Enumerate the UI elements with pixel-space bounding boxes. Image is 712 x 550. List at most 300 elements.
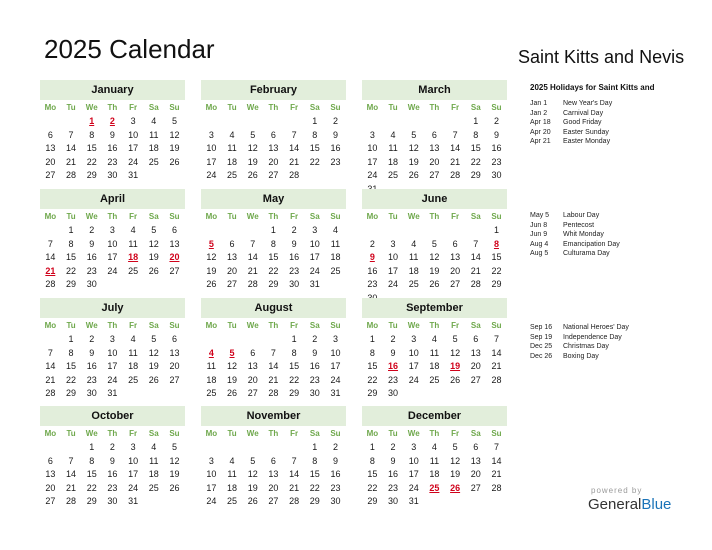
month-january xyxy=(40,80,185,183)
day-cell: 18 xyxy=(227,156,238,167)
day-cell: 26 xyxy=(148,265,159,276)
day-cell: 5 xyxy=(151,225,157,235)
day-cell: 18 xyxy=(429,361,440,371)
day-cell: 28 xyxy=(247,279,258,289)
day-cell xyxy=(424,387,445,401)
weekday-header xyxy=(362,318,507,333)
day-cell: 16 xyxy=(388,361,399,371)
day-cell: 6 xyxy=(171,334,177,344)
week-row xyxy=(362,495,507,509)
day-cell xyxy=(445,387,466,401)
day-cell: 29 xyxy=(470,170,481,180)
weekday-label: Th xyxy=(107,429,118,438)
weekday-label: Mo xyxy=(205,321,218,330)
day-cell: 18 xyxy=(206,374,217,385)
day-cell xyxy=(263,115,284,129)
week-row xyxy=(362,115,507,129)
day-cell: 26 xyxy=(169,482,180,493)
weekday-label: We xyxy=(246,212,259,221)
day-cell: 19 xyxy=(169,143,180,153)
day-cell: 18 xyxy=(148,469,159,479)
week-row xyxy=(40,387,185,401)
day-cell xyxy=(143,278,164,292)
day-cell: 5 xyxy=(250,129,256,140)
day-cell: 1 xyxy=(312,116,318,126)
weekday-label: Sa xyxy=(309,321,320,330)
holiday-date: Jan 2 xyxy=(530,109,548,117)
day-cell: 28 xyxy=(268,388,279,398)
day-cell: 2 xyxy=(369,238,375,249)
day-cell: 19 xyxy=(169,469,180,479)
week-row xyxy=(201,115,346,129)
day-cell: 13 xyxy=(247,361,258,371)
day-cell: 9 xyxy=(109,455,115,466)
weekday-label: Sa xyxy=(470,103,481,112)
day-cell: 14 xyxy=(470,252,481,262)
day-cell xyxy=(242,441,263,455)
day-cell: 17 xyxy=(367,156,378,167)
day-cell: 14 xyxy=(491,347,502,358)
weekday-label: Sa xyxy=(309,212,320,221)
day-cell: 24 xyxy=(408,482,419,493)
day-cell: 4 xyxy=(229,129,235,140)
weekday-label: Sa xyxy=(148,103,159,112)
day-cell: 2 xyxy=(332,442,338,452)
day-cell: 9 xyxy=(332,455,338,466)
day-cell: 24 xyxy=(128,482,139,493)
month-april xyxy=(40,189,185,292)
day-cell: 17 xyxy=(206,482,217,493)
day-cell: 20 xyxy=(247,374,258,385)
week-row xyxy=(40,115,185,129)
day-cell: 9 xyxy=(369,252,375,262)
holidays-title: 2025 Holidays for Saint Kitts and xyxy=(530,83,655,92)
weekday-label: We xyxy=(246,429,259,438)
day-cell: 14 xyxy=(289,143,300,153)
day-cell: 6 xyxy=(270,455,276,466)
day-cell: 15 xyxy=(66,252,77,262)
weekday-label: We xyxy=(85,429,98,438)
day-cell: 1 xyxy=(369,334,375,344)
day-cell: 28 xyxy=(66,496,77,506)
day-cell: 7 xyxy=(68,129,74,140)
day-cell: 20 xyxy=(268,482,279,493)
day-cell: 4 xyxy=(130,225,136,235)
day-cell: 29 xyxy=(289,388,300,398)
day-cell xyxy=(40,115,61,129)
day-cell: 5 xyxy=(171,442,177,452)
weekday-label: Mo xyxy=(205,429,218,438)
day-cell: 28 xyxy=(470,279,481,289)
weekday-label: Th xyxy=(107,212,118,221)
week-row xyxy=(201,387,346,401)
holiday-name: Easter Sunday xyxy=(563,128,609,136)
day-cell: 3 xyxy=(208,455,214,466)
weekday-label: We xyxy=(407,429,420,438)
holiday-item xyxy=(530,99,612,109)
day-cell: 17 xyxy=(107,252,118,262)
holiday-date: Jun 9 xyxy=(530,231,548,238)
day-cell: 27 xyxy=(169,374,180,385)
day-cell: 21 xyxy=(268,374,279,385)
day-cell: 13 xyxy=(169,347,180,358)
day-cell: 28 xyxy=(491,482,502,493)
day-cell: 9 xyxy=(332,129,338,140)
weekday-label: Mo xyxy=(205,103,218,112)
day-cell: 15 xyxy=(367,361,378,371)
day-cell: 14 xyxy=(268,361,279,371)
month-march xyxy=(362,80,507,196)
day-cell: 30 xyxy=(330,496,341,506)
day-cell: 12 xyxy=(148,238,159,249)
day-cell: 28 xyxy=(450,170,461,180)
holiday-date: Dec 26 xyxy=(530,352,553,360)
day-cell: 31 xyxy=(408,496,419,506)
weekday-label: Sa xyxy=(470,321,481,330)
weekday-label: Fr xyxy=(290,103,299,112)
weekday-header xyxy=(201,318,346,333)
week-row xyxy=(362,468,507,482)
week-row xyxy=(201,455,346,469)
day-cell: 4 xyxy=(130,334,136,344)
weekday-label: Tu xyxy=(227,429,237,438)
day-cell: 7 xyxy=(473,238,479,249)
weekday-header xyxy=(201,426,346,441)
weekday-label: Tu xyxy=(227,103,237,112)
weekday-label: Fr xyxy=(451,212,460,221)
day-cell xyxy=(424,224,445,238)
month-name: September xyxy=(362,298,507,318)
day-cell: 21 xyxy=(491,469,502,479)
day-cell: 21 xyxy=(66,482,77,493)
weekday-label: Sa xyxy=(309,103,320,112)
day-cell xyxy=(445,115,466,129)
weekday-label: Tu xyxy=(66,321,76,330)
day-cell: 26 xyxy=(408,170,419,180)
day-cell: 7 xyxy=(250,238,256,249)
weekday-label: Mo xyxy=(366,212,379,221)
holiday-date: Apr 20 xyxy=(530,128,551,136)
weekday-label: We xyxy=(407,103,420,112)
day-cell: 30 xyxy=(107,496,118,506)
day-cell: 16 xyxy=(289,252,300,262)
day-cell: 22 xyxy=(491,265,502,276)
holiday-date: May 5 xyxy=(530,212,550,219)
brand-blue: Blue xyxy=(641,496,672,513)
day-cell: 9 xyxy=(390,347,396,358)
day-cell: 1 xyxy=(68,334,74,344)
day-cell xyxy=(222,224,243,238)
day-cell: 12 xyxy=(247,469,258,479)
holiday-item xyxy=(530,118,612,128)
day-cell: 23 xyxy=(330,156,341,167)
day-cell xyxy=(403,115,424,129)
day-cell: 24 xyxy=(367,170,378,180)
day-cell: 13 xyxy=(227,252,238,262)
month-may xyxy=(201,189,346,292)
day-cell: 6 xyxy=(171,225,177,235)
day-cell: 16 xyxy=(107,143,118,153)
day-cell: 19 xyxy=(408,156,419,167)
day-cell: 13 xyxy=(470,347,481,358)
day-cell: 25 xyxy=(148,156,159,167)
day-cell: 8 xyxy=(473,129,479,140)
day-cell: 11 xyxy=(429,455,440,466)
day-cell: 22 xyxy=(367,374,378,385)
holiday-group xyxy=(530,99,612,147)
day-cell: 25 xyxy=(128,265,139,276)
day-cell xyxy=(201,115,222,129)
day-cell: 22 xyxy=(309,156,320,167)
day-cell: 1 xyxy=(369,442,375,452)
day-cell xyxy=(445,495,466,509)
week-row xyxy=(362,129,507,143)
day-cell: 27 xyxy=(470,374,481,385)
week-row xyxy=(201,142,346,156)
day-cell: 20 xyxy=(45,156,56,167)
weekday-label: Th xyxy=(429,212,440,221)
day-cell: 10 xyxy=(206,143,217,153)
day-cell: 2 xyxy=(390,442,396,452)
week-row xyxy=(201,251,346,265)
day-cell: 2 xyxy=(312,334,318,344)
day-cell: 29 xyxy=(66,279,77,289)
day-cell xyxy=(383,115,404,129)
day-cell: 7 xyxy=(68,455,74,466)
weekday-label: Su xyxy=(330,212,341,221)
day-cell: 10 xyxy=(330,347,341,358)
day-cell: 10 xyxy=(408,455,419,466)
holiday-name: Pentecost xyxy=(563,221,595,229)
weekday-label: Tu xyxy=(388,429,398,438)
day-cell: 13 xyxy=(429,143,440,153)
day-cell: 21 xyxy=(66,156,77,167)
day-cell: 26 xyxy=(247,496,258,506)
day-cell: 11 xyxy=(128,347,138,358)
day-cell: 24 xyxy=(388,279,399,289)
day-cell: 10 xyxy=(367,143,378,153)
day-cell: 11 xyxy=(429,347,440,358)
day-cell xyxy=(263,441,284,455)
day-cell xyxy=(102,278,123,292)
day-cell: 10 xyxy=(388,252,399,262)
week-row xyxy=(362,169,507,183)
week-row xyxy=(40,224,185,238)
holiday-name: Christmas Day xyxy=(563,343,609,350)
holiday-item xyxy=(530,230,620,240)
week-row xyxy=(40,333,185,347)
day-cell: 3 xyxy=(109,225,115,235)
day-cell: 10 xyxy=(206,469,217,479)
day-cell: 26 xyxy=(429,279,440,289)
month-november xyxy=(201,406,346,509)
holiday-item xyxy=(530,352,629,362)
day-cell: 6 xyxy=(229,238,235,249)
day-cell xyxy=(242,115,263,129)
day-cell: 12 xyxy=(247,143,258,153)
day-cell: 17 xyxy=(330,361,341,371)
weekday-label: Mo xyxy=(44,212,57,221)
day-cell: 2 xyxy=(332,116,338,126)
holiday-date: Sep 19 xyxy=(530,333,553,341)
day-cell: 25 xyxy=(128,374,139,385)
brand-general: General xyxy=(588,496,642,513)
day-cell: 20 xyxy=(169,361,180,371)
day-cell: 14 xyxy=(45,252,56,262)
weekday-label: Fr xyxy=(451,321,460,330)
day-cell: 9 xyxy=(390,455,396,466)
day-cell: 14 xyxy=(491,455,502,466)
week-row xyxy=(362,455,507,469)
day-cell: 28 xyxy=(66,170,77,180)
day-cell xyxy=(164,169,185,183)
day-cell: 14 xyxy=(45,361,56,371)
weekday-label: Su xyxy=(169,321,180,330)
day-cell: 16 xyxy=(330,469,341,479)
day-cell: 21 xyxy=(45,265,56,276)
day-cell: 25 xyxy=(429,482,440,493)
weekday-label: Sa xyxy=(148,429,159,438)
day-cell: 25 xyxy=(388,170,399,180)
day-cell: 20 xyxy=(227,265,238,276)
day-cell: 17 xyxy=(309,252,320,262)
day-cell: 24 xyxy=(107,374,118,385)
day-cell: 31 xyxy=(330,388,341,398)
day-cell: 3 xyxy=(390,238,396,249)
day-cell: 6 xyxy=(431,129,437,140)
day-cell: 29 xyxy=(86,170,97,180)
day-cell: 25 xyxy=(227,170,238,180)
day-cell: 30 xyxy=(86,388,97,398)
week-row xyxy=(201,333,346,347)
day-cell: 15 xyxy=(86,143,97,153)
holiday-name: Boxing Day xyxy=(563,352,599,360)
month-december xyxy=(362,406,507,509)
month-name: August xyxy=(201,298,346,318)
day-cell: 23 xyxy=(367,279,378,289)
day-cell: 21 xyxy=(45,374,56,385)
day-cell: 14 xyxy=(66,469,77,479)
week-row xyxy=(362,387,507,401)
day-cell: 30 xyxy=(289,279,300,289)
day-cell: 8 xyxy=(369,347,375,358)
day-cell: 7 xyxy=(291,455,297,466)
week-row xyxy=(201,129,346,143)
weekday-label: Tu xyxy=(227,321,237,330)
day-cell: 26 xyxy=(148,374,159,385)
holiday-date: Jun 8 xyxy=(530,221,548,229)
week-row xyxy=(362,482,507,496)
weekday-label: Tu xyxy=(388,103,398,112)
day-cell: 25 xyxy=(148,482,159,493)
day-cell: 18 xyxy=(128,252,139,262)
day-cell: 15 xyxy=(309,143,320,153)
day-cell: 18 xyxy=(408,265,419,276)
day-cell xyxy=(465,495,486,509)
week-row xyxy=(362,142,507,156)
day-cell xyxy=(284,115,305,129)
day-cell: 29 xyxy=(86,496,97,506)
week-row xyxy=(362,278,507,292)
day-cell: 28 xyxy=(45,279,56,289)
weekday-label: Su xyxy=(330,429,341,438)
day-cell: 6 xyxy=(452,238,458,249)
holiday-group xyxy=(530,323,629,361)
day-cell xyxy=(362,224,383,238)
generalblue-logo[interactable] xyxy=(588,496,671,513)
weekday-label: Su xyxy=(330,103,341,112)
day-cell: 21 xyxy=(491,361,502,371)
day-cell xyxy=(304,169,325,183)
weekday-label: Mo xyxy=(44,321,57,330)
weekday-label: Sa xyxy=(309,429,320,438)
day-cell: 23 xyxy=(330,482,341,493)
holiday-name: National Heroes' Day xyxy=(563,324,629,331)
week-row xyxy=(362,156,507,170)
day-cell xyxy=(143,387,164,401)
day-cell: 20 xyxy=(45,482,56,493)
powered-by-text: powered by xyxy=(591,486,643,495)
day-cell: 8 xyxy=(89,455,95,466)
week-row xyxy=(40,278,185,292)
week-row xyxy=(40,169,185,183)
weekday-label: Fr xyxy=(129,103,138,112)
day-cell: 16 xyxy=(491,143,502,153)
weekday-label: Su xyxy=(491,212,502,221)
weekday-label: Fr xyxy=(451,103,460,112)
day-cell: 24 xyxy=(408,374,419,385)
day-cell: 31 xyxy=(309,279,320,289)
weekday-label: Fr xyxy=(290,212,299,221)
day-cell: 1 xyxy=(291,334,297,344)
weekday-label: Th xyxy=(268,103,279,112)
weekday-label: Fr xyxy=(129,429,138,438)
day-cell xyxy=(486,387,507,401)
day-cell: 17 xyxy=(107,361,118,371)
day-cell: 12 xyxy=(227,361,238,371)
day-cell: 25 xyxy=(206,388,217,398)
day-cell: 8 xyxy=(312,129,318,140)
day-cell: 9 xyxy=(493,129,499,140)
day-cell: 5 xyxy=(208,238,214,249)
day-cell: 1 xyxy=(312,442,318,452)
weekday-label: Sa xyxy=(148,212,159,221)
day-cell: 23 xyxy=(491,156,502,167)
day-cell: 27 xyxy=(268,496,279,506)
day-cell: 1 xyxy=(493,225,499,235)
day-cell: 8 xyxy=(68,347,74,358)
day-cell xyxy=(164,495,185,509)
week-row xyxy=(362,238,507,252)
holiday-item xyxy=(530,137,612,147)
day-cell: 6 xyxy=(47,455,53,466)
day-cell: 27 xyxy=(45,496,56,506)
week-row xyxy=(40,129,185,143)
day-cell: 15 xyxy=(470,143,481,153)
day-cell: 4 xyxy=(208,347,214,358)
day-cell: 30 xyxy=(388,496,399,506)
weekday-label: Th xyxy=(107,321,118,330)
week-row xyxy=(201,374,346,388)
day-cell: 21 xyxy=(289,482,300,493)
day-cell xyxy=(201,224,222,238)
day-cell xyxy=(284,441,305,455)
day-cell: 16 xyxy=(107,469,118,479)
holiday-item xyxy=(530,333,629,343)
week-row xyxy=(40,441,185,455)
day-cell: 12 xyxy=(206,252,217,262)
day-cell: 8 xyxy=(291,347,297,358)
